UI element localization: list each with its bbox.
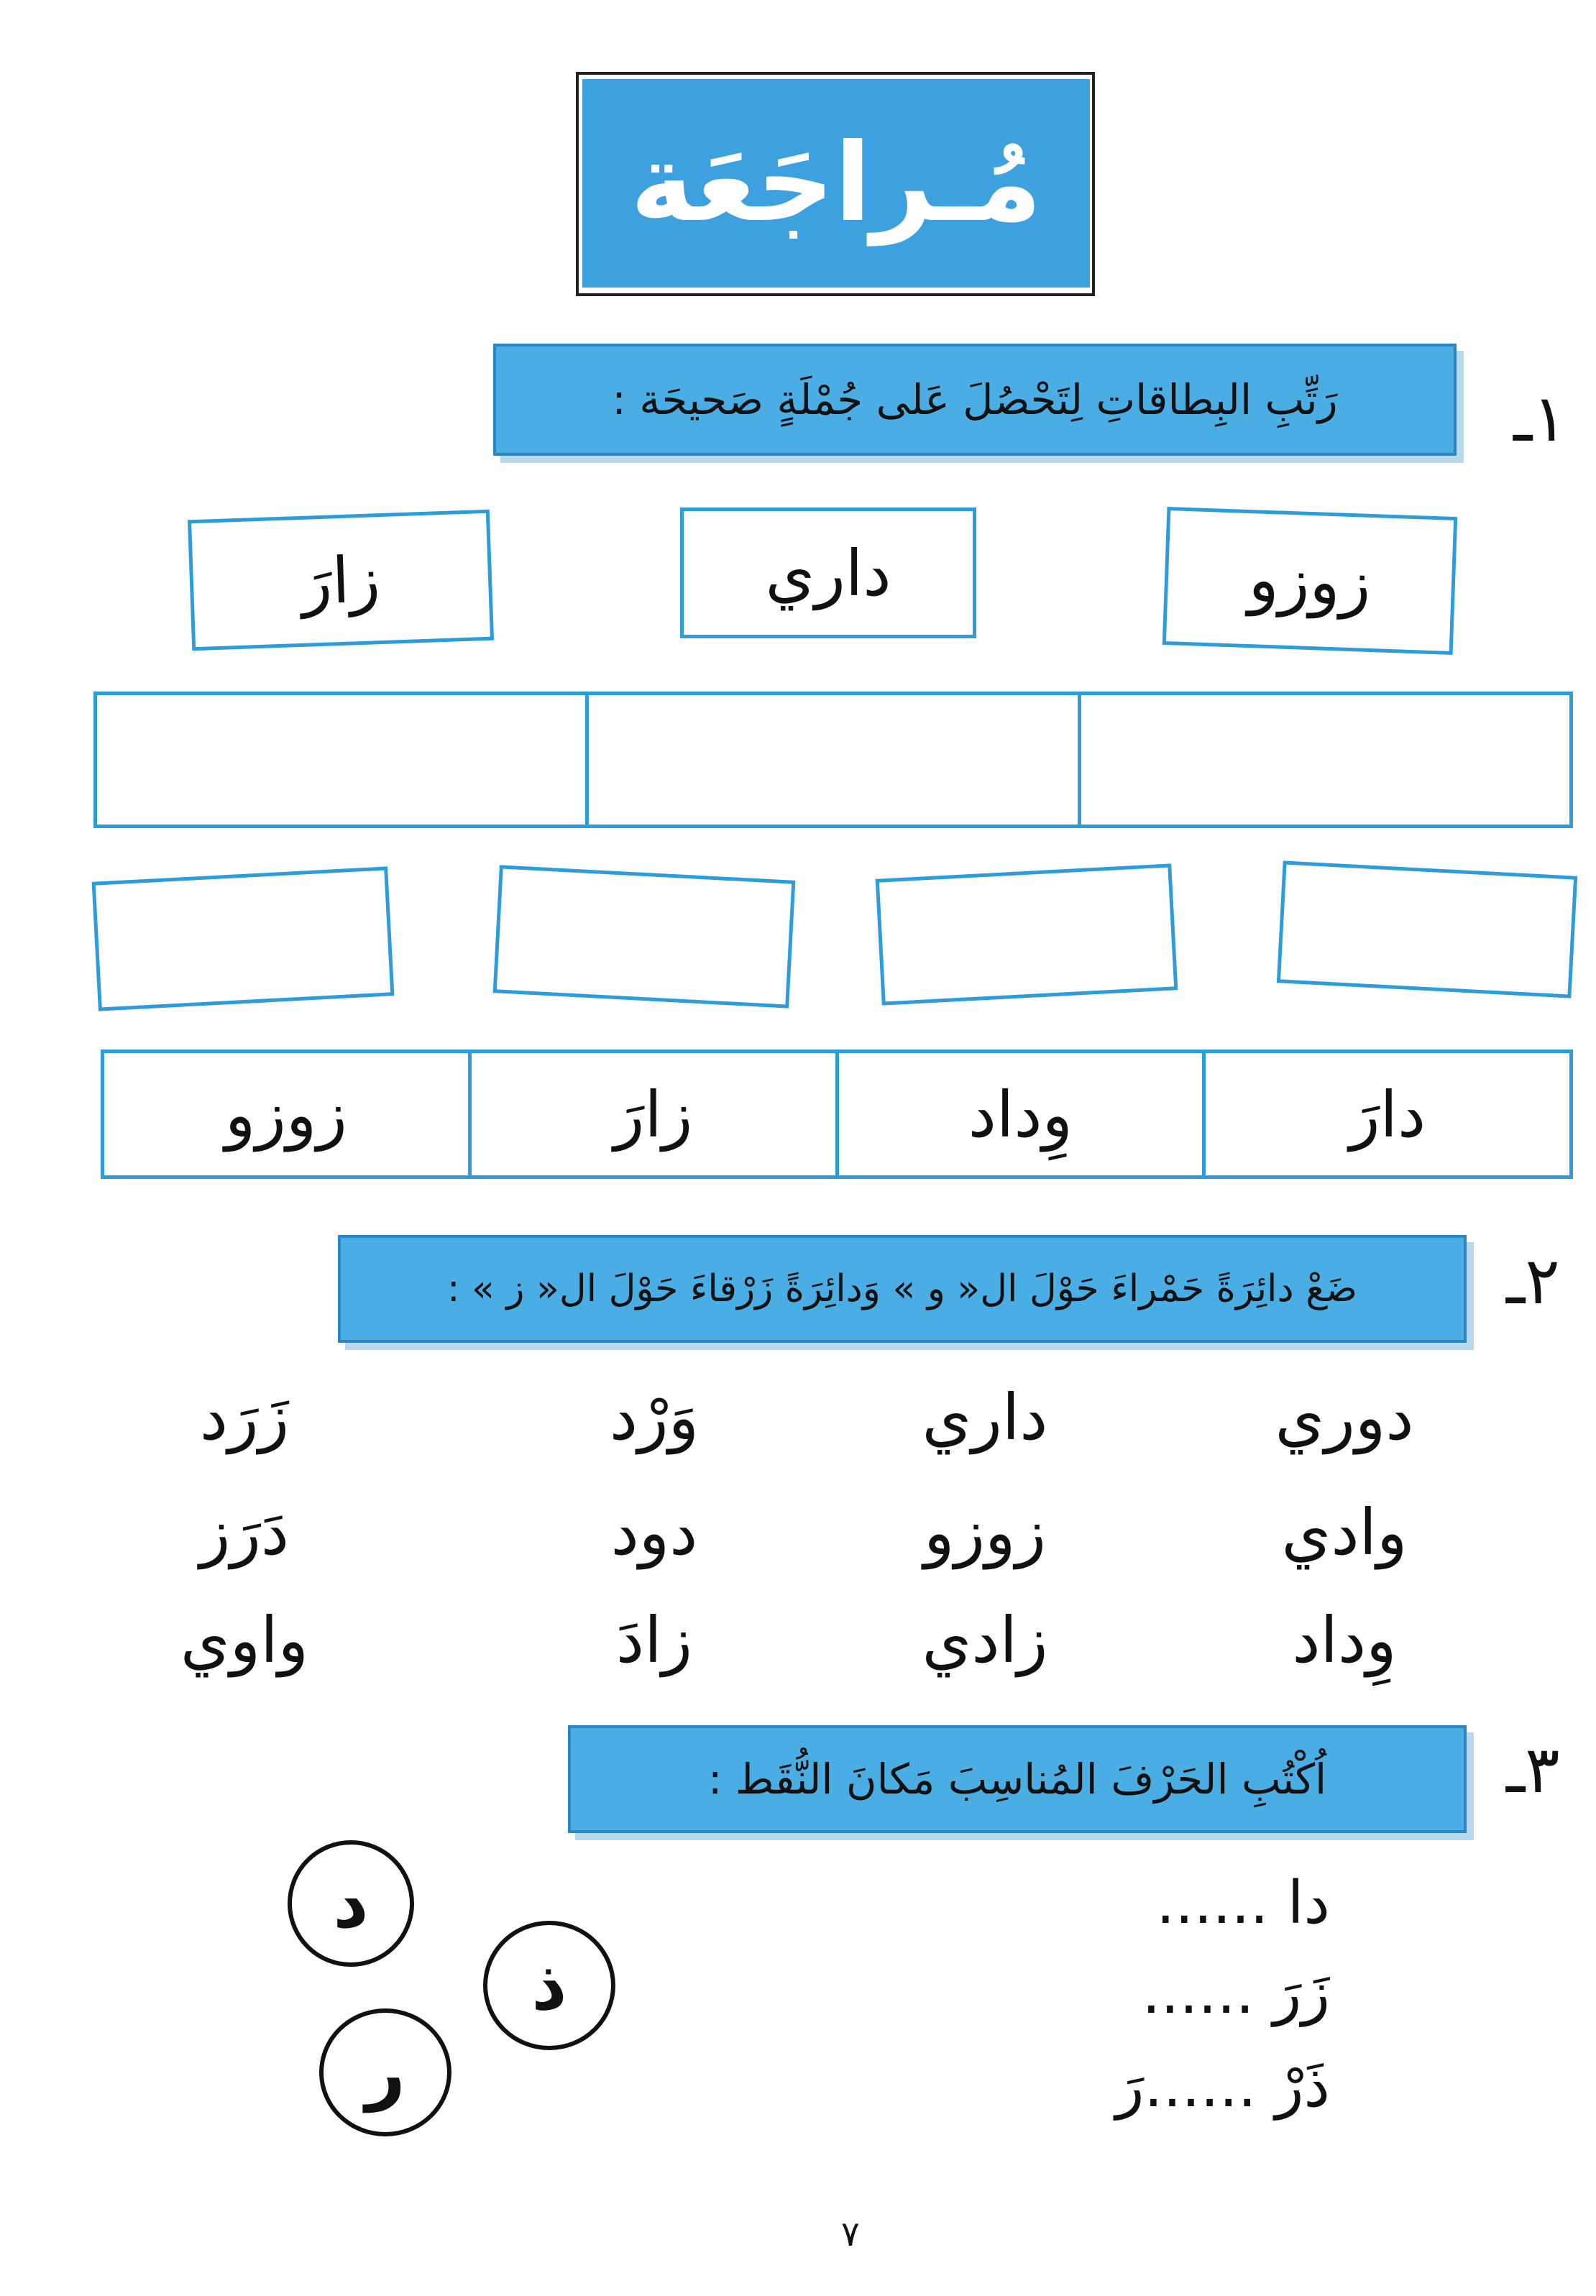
- word-item[interactable]: وادي: [1281, 1495, 1408, 1569]
- page-number: ٧: [841, 2214, 860, 2254]
- empty-card-2[interactable]: [876, 863, 1178, 1005]
- empty-card-4[interactable]: [92, 866, 395, 1011]
- answer-cell-2[interactable]: [585, 695, 1077, 825]
- word-item[interactable]: واوي: [180, 1603, 309, 1677]
- fill-line-2[interactable]: زَرَ ......: [1142, 1959, 1330, 2027]
- page-title: مُـراجَعَة: [582, 79, 1090, 288]
- word-cell-4: زوزو: [224, 1077, 347, 1152]
- answer-row: [93, 692, 1573, 828]
- word-row: [101, 1050, 1573, 1179]
- word-cell-3: زارَ: [468, 1053, 835, 1175]
- empty-card-1[interactable]: [1277, 860, 1577, 998]
- section-3-instruction: اُكْتُبِ الحَرْفَ المُناسِبَ مَكانَ النُّقَط :: [568, 1725, 1467, 1833]
- word-item[interactable]: دود: [610, 1495, 698, 1569]
- section-1-instruction: رَتِّبِ البِطاقاتِ لِتَحْصُلَ عَلى جُمْلَةٍ صَحيحَة :: [493, 344, 1457, 456]
- section-3-number: ٣ـ: [1506, 1732, 1560, 1808]
- fill-line-1[interactable]: دا ......: [1156, 1869, 1330, 1937]
- section-1-number: ١ـ: [1513, 381, 1567, 456]
- word-cell-2: وِداد: [835, 1053, 1203, 1175]
- letter-circle-ra[interactable]: ر: [319, 2008, 451, 2136]
- word-item[interactable]: وِداد: [1292, 1603, 1397, 1677]
- word-item[interactable]: وَرْد: [609, 1380, 700, 1454]
- word-item[interactable]: زَرَد: [199, 1380, 290, 1454]
- word-cell-1: دارَ: [1202, 1053, 1569, 1175]
- word-item[interactable]: زادي: [922, 1603, 1048, 1677]
- fill-line-3[interactable]: ذَرْ ......رَ: [1115, 2052, 1330, 2121]
- answer-cell-3[interactable]: [97, 695, 585, 825]
- word-item[interactable]: دَرَز: [199, 1495, 290, 1569]
- word-item[interactable]: دوري: [1275, 1380, 1414, 1454]
- letter-circle-dal[interactable]: د: [288, 1840, 414, 1967]
- word-card-3[interactable]: زارَ: [188, 510, 494, 651]
- word-item[interactable]: زوزو: [924, 1495, 1046, 1569]
- answer-cell-1[interactable]: [1078, 695, 1569, 825]
- word-item[interactable]: زادَ: [615, 1603, 693, 1677]
- section-2-number: ٢ـ: [1506, 1244, 1560, 1319]
- empty-card-3[interactable]: [493, 865, 796, 1008]
- section-2-instruction: ضَعْ دائِرَةً حَمْراءَ حَوْلَ ال« و » وَدائِرَةً زَرْقاءَ حَوْلَ ال« ز » :: [338, 1235, 1467, 1343]
- letter-circle-thal[interactable]: ذ: [483, 1921, 615, 2050]
- word-card-2[interactable]: داري: [680, 508, 976, 638]
- word-item[interactable]: داري: [922, 1380, 1048, 1454]
- word-card-1[interactable]: زوزو: [1162, 507, 1457, 655]
